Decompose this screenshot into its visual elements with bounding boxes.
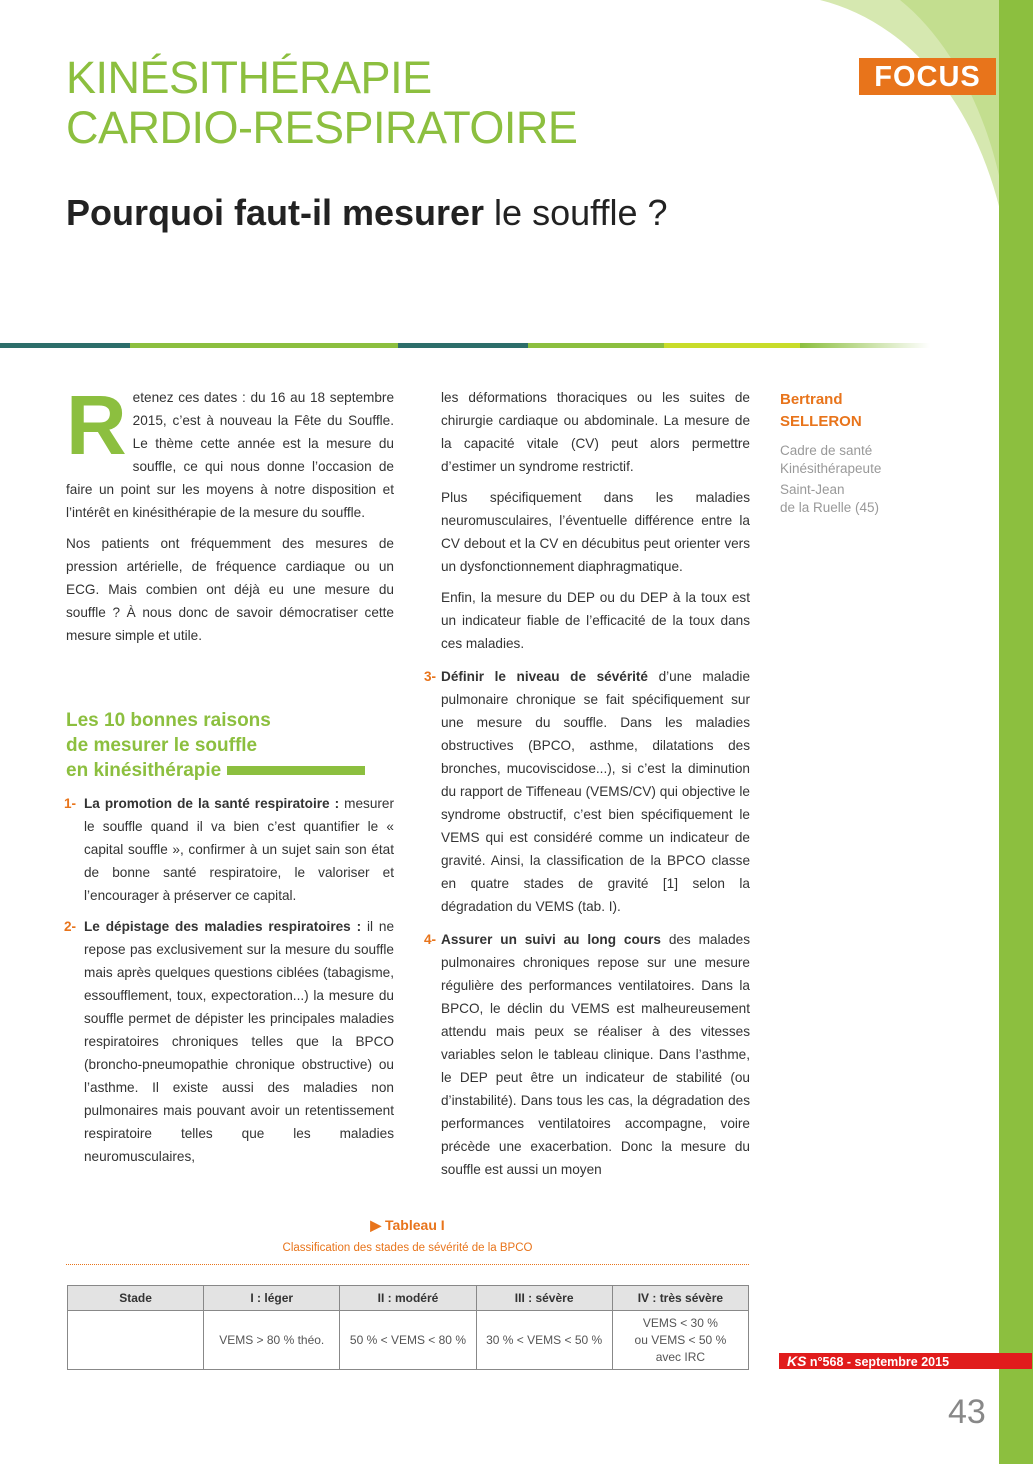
item-lead: Le dépistage des maladies respiratoires : (84, 919, 362, 934)
focus-badge: FOCUS (859, 58, 996, 95)
table-header-cell: II : modéré (340, 1286, 476, 1311)
issue-info: n°568 - septembre 2015 (806, 1355, 950, 1369)
author-name (780, 389, 862, 433)
table-row (68, 1311, 749, 1370)
item-text: des malades pulmonaires chroniques repose sur une mesure régulière des performances ventilatoires. Dans la BPCO, le déclin du VEMS est malheureusement attendu mais peux se réaliser à des vitesses variables selon le tableau clinique. Dans l’asthme, le DEP peut être un indicateur de stabilité (ou d’instabilité). Dans tous les cas, la dégradation des performances ventilatoires accompagne, voire précède une exacerbation. Donc la mesure du souffle est aussi un moyen (441, 932, 750, 1177)
author-role-line2: Kinésithérapeute (780, 461, 882, 476)
table-cell (612, 1311, 748, 1370)
reasons-heading-line1: Les 10 bonnes raisons (66, 710, 271, 731)
table-cell (68, 1311, 204, 1370)
table-header-cell: III : sévère (476, 1286, 612, 1311)
author-last-name: SELLERON (780, 413, 862, 430)
table-title: ▶ Tableau I (370, 1217, 445, 1233)
list-item (66, 915, 394, 1168)
section-title-line1: KINÉSITHÉRAPIE (66, 52, 432, 103)
item-lead: La promotion de la santé respiratoire : (84, 796, 340, 811)
article-headline (66, 192, 668, 234)
list-item (424, 665, 751, 918)
intro-paragraph-2: Nos patients ont fréquemment des mesures de pression artérielle, de fréquence cardiaque ou un ECG. Mais combien ont déjà eu une mesure du souffle ? À nous donc de savoir démocratiser cette mesure simple et utile. (66, 536, 394, 643)
item-number: 1- (64, 796, 77, 811)
table-cell-line: avec IRC (655, 1349, 706, 1364)
author-place-line2: de la Ruelle (45) (780, 500, 880, 515)
table-header-row (68, 1286, 749, 1311)
headline-bold: Pourquoi faut-il mesurer (66, 192, 485, 233)
col2-paragraph-3: Enfin, la mesure du DEP ou du DEP à la toux est un indicateur fiable de l’efficacité de la toux dans ces maladies. (441, 590, 750, 651)
magazine-logo: KS (787, 1353, 807, 1369)
item-text: mesurer le souffle quand il va bien c’est quantifier le « capital souffle », confirmer à un sujet sain son état de bonne santé respiratoire, le valoriser et l’encourager à préserver ce capital. (84, 796, 394, 903)
issue-footer (779, 1353, 1032, 1369)
col2-paragraph-1: les déformations thoraciques ou les suites de chirurgie cardiaque ou abdominale. La mesure de la capacité vitale (CV) peut alors permettre d’estimer un syndrome restrictif. (441, 390, 750, 474)
table-header-cell: IV : très sévère (612, 1286, 748, 1311)
author-role (780, 442, 881, 478)
table-header-cell: Stade (68, 1286, 204, 1311)
heading-bar (227, 766, 365, 775)
dropcap: R (66, 378, 127, 472)
item-number: 3- (424, 669, 437, 684)
item-text: il ne repose pas exclusivement sur la mesure du souffle mais après quelques questions ciblées (tabagisme, essoufflement, toux, expectoration...) la mesure du souffle permet de dépister les principales maladies respiratoires chroniques telles que la BPCO (broncho-pneumopathie chronique obstructive) ou l’asthme. Il existe aussi des maladies non pulmonaires mais pouvant avoir un retentissement respiratoire telles que les maladies neuromusculaires, (84, 919, 395, 1164)
author-first-name: Bertrand (780, 391, 843, 408)
item-text: d’une maladie pulmonaire chronique se fait spécifiquement sur une mesure du souffle. Dans les maladies obstructives (BPCO, asthme, dilatations des bronches, mucoviscidose...), si c’est la diminution du rapport de Tiffeneau (VEMS/CV) qui objective le syndrome obstructif, c’est bien spécifiquement le VEMS qui est considéré comme un indicateur de gravité. Ainsi, la classification de la BPCO classe en quatre stades de gravité [1] selon la dégradation du VEMS (tab. I). (441, 669, 751, 914)
column-2 (424, 386, 751, 1189)
page-number: 43 (948, 1393, 986, 1431)
reasons-list-col1 (66, 792, 394, 1176)
author-location (780, 481, 879, 517)
reasons-heading-line2: de mesurer le souffle (66, 735, 258, 756)
table-cell: VEMS > 80 % théo. (204, 1311, 340, 1370)
col2-paragraph-2: Plus spécifiquement dans les maladies neuromusculaires, l’éventuelle différence entre la CV debout et la CV en décubitus peut orienter vers un dysfonctionnement diaphragmatique. (441, 490, 750, 574)
item-lead: Assurer un suivi au long cours (441, 932, 661, 947)
reasons-heading (66, 708, 396, 783)
author-role-line1: Cadre de santé (780, 443, 873, 458)
divider-rule (0, 343, 930, 348)
table-header-cell: I : léger (204, 1286, 340, 1311)
reasons-heading-line3: en kinésithérapie (66, 760, 222, 781)
author-place-line1: Saint-Jean (780, 482, 845, 497)
intro-paragraph-1: etenez ces dates : du 16 au 18 septembre 2015, c’est à nouveau la Fête du Souffle. Le thème cette année est la mesure du souffle, ce qui nous donne l’occasion de faire un point sur les moyens à notre disposition et l’intérêt en kinésithérapie de la mesure du souffle. (66, 390, 394, 520)
table-cell-line: VEMS < 30 % (642, 1315, 718, 1330)
item-lead: Définir le niveau de sévérité (441, 669, 648, 684)
table-dotted-rule (66, 1264, 749, 1265)
table-cell: 30 % < VEMS < 50 % (476, 1311, 612, 1370)
section-title-line2: CARDIO-RESPIRATOIRE (66, 102, 578, 153)
severity-table (67, 1285, 749, 1370)
headline-light: le souffle ? (484, 192, 668, 233)
table-subtitle: Classification des stades de sévérité de la BPCO (282, 1242, 533, 1254)
list-item (66, 792, 394, 907)
table-cell-line: ou VEMS < 50 % (634, 1332, 727, 1347)
list-item (424, 928, 750, 1181)
item-number: 2- (64, 919, 77, 934)
table-cell: 50 % < VEMS < 80 % (340, 1311, 476, 1370)
intro-text (66, 378, 394, 655)
item-number: 4- (424, 932, 437, 947)
